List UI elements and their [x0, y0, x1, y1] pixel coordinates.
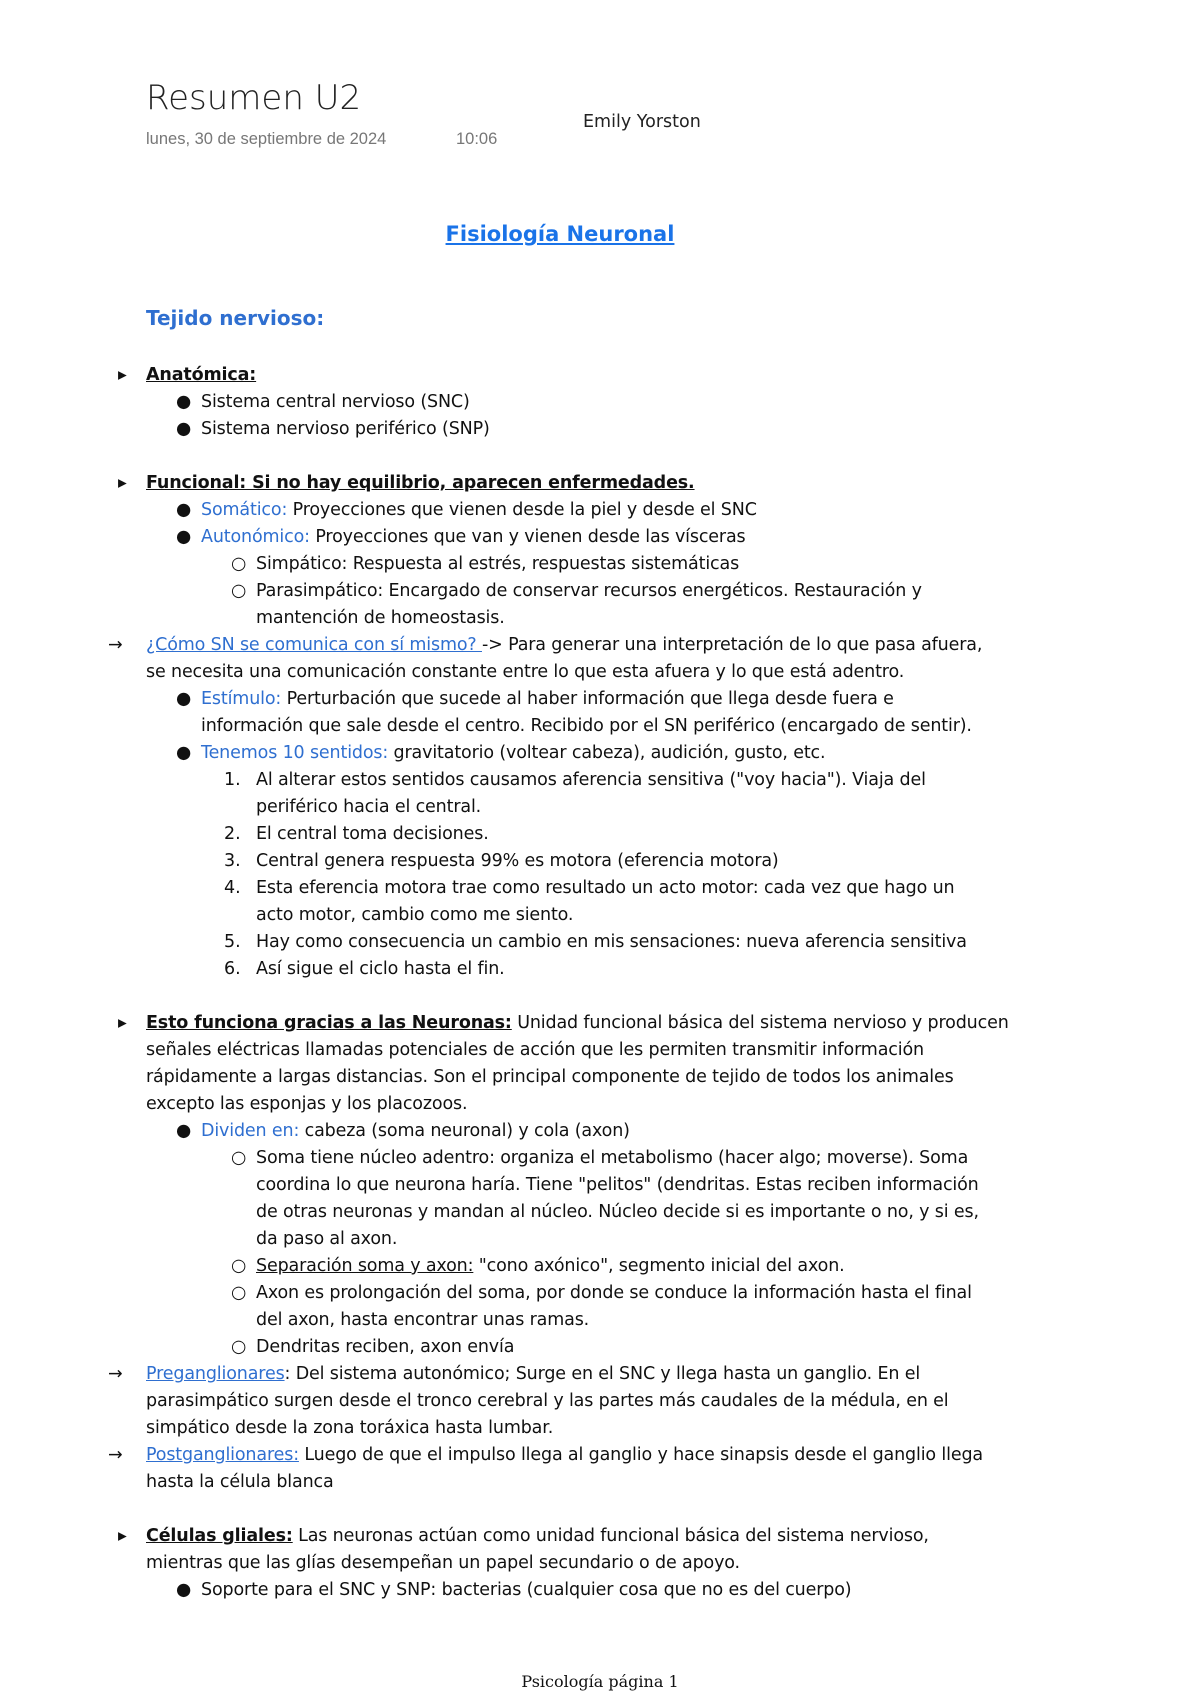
- question-link: ¿Cómo SN se comunica con sí mismo?: [146, 635, 482, 655]
- term-label: Autonómico:: [201, 527, 310, 547]
- topic-neuronas: [146, 1010, 1009, 1037]
- list-number: 4.: [224, 878, 241, 898]
- numbered-item-continued: periférico hacia el central.: [256, 797, 482, 817]
- list-item: Simpático: Respuesta al estrés, respuestas sistemáticas: [256, 554, 740, 574]
- numbered-item: Al alterar estos sentidos causamos aferencia sensitiva ("voy hacia"). Viaja del: [256, 770, 926, 790]
- page-date: lunes, 30 de septiembre de 2024: [146, 130, 387, 148]
- circle-bullet-icon: ○: [231, 1283, 247, 1303]
- arrow-right-icon: →: [108, 1445, 123, 1465]
- term-link: Preganglionares: [146, 1364, 285, 1384]
- page-time: 10:06: [456, 130, 498, 148]
- bullet-icon: ●: [176, 743, 192, 763]
- list-number: 5.: [224, 932, 241, 952]
- topic-text-continued: mientras que las glías desempeñan un papel secundario o de apoyo.: [146, 1553, 740, 1573]
- list-item: [201, 497, 757, 524]
- numbered-item: Hay como consecuencia un cambio en mis sensaciones: nueva aferencia sensitiva: [256, 932, 967, 952]
- list-number: 6.: [224, 959, 241, 979]
- list-item: [201, 686, 894, 713]
- topic-text-continued: rápidamente a largas distancias. Son el principal componente de tejido de todos los animales: [146, 1067, 954, 1087]
- topic-text: Las neuronas actúan como unidad funcional básica del sistema nervioso,: [292, 1526, 929, 1546]
- arrow-item-continued: simpático desde la zona toráxica hasta lumbar.: [146, 1418, 554, 1438]
- bullet-icon: ●: [176, 1121, 192, 1141]
- bullet-icon: ●: [176, 500, 192, 520]
- triangle-bullet-icon: ▸: [118, 1013, 127, 1033]
- circle-bullet-icon: ○: [231, 554, 247, 574]
- list-item: Soporte para el SNC y SNP: bacterias (cualquier cosa que no es del cuerpo): [201, 1580, 852, 1600]
- term-label: Dividen en:: [201, 1121, 300, 1141]
- arrow-item: [146, 1442, 983, 1469]
- circle-bullet-icon: ○: [231, 1337, 247, 1357]
- list-number: 3.: [224, 851, 241, 871]
- term-text: Proyecciones que vienen desde la piel y desde el SNC: [287, 500, 757, 520]
- list-item: [201, 524, 746, 551]
- list-item-continued: información que sale desde el centro. Recibido por el SN periférico (encargado de sentir).: [201, 716, 972, 736]
- list-number: 1.: [224, 770, 241, 790]
- term-label: Separación soma y axon:: [256, 1256, 474, 1276]
- arrow-right-icon: →: [108, 1364, 123, 1384]
- numbered-item: Central genera respuesta 99% es motora (eferencia motora): [256, 851, 779, 871]
- arrow-item-text: : Del sistema autonómico; Surge en el SNC y llega hasta un ganglio. En el: [284, 1364, 921, 1384]
- term-label: Estímulo:: [201, 689, 282, 709]
- circle-bullet-icon: ○: [231, 1148, 247, 1168]
- page-title: Resumen U2: [146, 78, 362, 118]
- term-link: Postganglionares:: [146, 1445, 299, 1465]
- topic-gliales: [146, 1523, 929, 1550]
- page-footer: Psicología página 1: [521, 1672, 679, 1691]
- topic-gliales-label: Células gliales:: [146, 1526, 293, 1546]
- arrow-item-text: Luego de que el impulso llega al ganglio y hace sinapsis desde el ganglio llega: [298, 1445, 983, 1465]
- triangle-bullet-icon: ▸: [118, 1526, 127, 1546]
- bullet-icon: ●: [176, 1580, 192, 1600]
- triangle-bullet-icon: ▸: [118, 473, 127, 493]
- topic-text-continued: señales eléctricas llamadas potenciales de acción que les permiten transmitir información: [146, 1040, 924, 1060]
- topic-anatomica-label: Anatómica:: [146, 365, 257, 385]
- arrow-item-continued: se necesita una comunicación constante entre lo que esta afuera y lo que está adentro.: [146, 662, 905, 682]
- term-text: gravitatorio (voltear cabeza), audición, gusto, etc.: [388, 743, 826, 763]
- term-text: Perturbación que sucede al haber información que llega desde fuera e: [281, 689, 894, 709]
- subheading: Tejido nervioso:: [146, 306, 325, 330]
- arrow-item-continued: parasimpático surgen desde el tronco cerebral y las partes más caudales de la médula, en el: [146, 1391, 949, 1411]
- bullet-icon: ●: [176, 419, 192, 439]
- list-item: [201, 1118, 630, 1145]
- section-heading: Fisiología Neuronal: [445, 222, 675, 246]
- arrow-right-icon: →: [108, 635, 123, 655]
- numbered-item: El central toma decisiones.: [256, 824, 489, 844]
- arrow-item-continued: hasta la célula blanca: [146, 1472, 334, 1492]
- numbered-item-continued: acto motor, cambio como me siento.: [256, 905, 574, 925]
- arrow-item: [146, 632, 982, 659]
- list-item-continued: coordina lo que neurona haría. Tiene "pelitos" (dendritas. Estas reciben información: [256, 1175, 979, 1195]
- list-item-continued: de otras neuronas y mandan al núcleo. Núcleo decide si es importante o no, y si es,: [256, 1202, 979, 1222]
- triangle-bullet-icon: ▸: [118, 365, 127, 385]
- circle-bullet-icon: ○: [231, 1256, 247, 1276]
- topic-text-continued: excepto las esponjas y los placozoos.: [146, 1094, 468, 1114]
- arrow-item: [146, 1361, 920, 1388]
- topic-neuronas-label: Esto funciona gracias a las Neuronas:: [146, 1013, 512, 1033]
- term-text: Proyecciones que van y vienen desde las vísceras: [309, 527, 746, 547]
- list-item: Sistema nervioso periférico (SNP): [201, 419, 490, 439]
- list-item: Sistema central nervioso (SNC): [201, 392, 470, 412]
- arrow-item-text: -> Para generar una interpretación de lo que pasa afuera,: [481, 635, 983, 655]
- bullet-icon: ●: [176, 392, 192, 412]
- term-text: "cono axónico", segmento inicial del axon.: [473, 1256, 845, 1276]
- list-item: [201, 740, 825, 767]
- list-item: Soma tiene núcleo adentro: organiza el metabolismo (hacer algo; moverse). Soma: [256, 1148, 969, 1168]
- page-author: Emily Yorston: [583, 112, 701, 132]
- numbered-item: Así sigue el ciclo hasta el fin.: [256, 959, 505, 979]
- topic-text: Unidad funcional básica del sistema nervioso y producen: [511, 1013, 1009, 1033]
- list-item: [256, 1253, 845, 1280]
- term-label: Somático:: [201, 500, 288, 520]
- list-item-continued: del axon, hasta encontrar unas ramas.: [256, 1310, 590, 1330]
- list-item-continued: mantención de homeostasis.: [256, 608, 505, 628]
- list-item: Axon es prolongación del soma, por donde se conduce la información hasta el final: [256, 1283, 972, 1303]
- list-item: Dendritas reciben, axon envía: [256, 1337, 515, 1357]
- term-label: Tenemos 10 sentidos:: [201, 743, 389, 763]
- list-item-continued: da paso al axon.: [256, 1229, 398, 1249]
- circle-bullet-icon: ○: [231, 581, 247, 601]
- bullet-icon: ●: [176, 527, 192, 547]
- bullet-icon: ●: [176, 689, 192, 709]
- list-item: Parasimpático: Encargado de conservar recursos energéticos. Restauración y: [256, 581, 922, 601]
- list-number: 2.: [224, 824, 241, 844]
- term-text: cabeza (soma neuronal) y cola (axon): [299, 1121, 630, 1141]
- topic-funcional-label: Funcional: Si no hay equilibrio, aparecen enfermedades.: [146, 473, 695, 493]
- numbered-item: Esta eferencia motora trae como resultado un acto motor: cada vez que hago un: [256, 878, 955, 898]
